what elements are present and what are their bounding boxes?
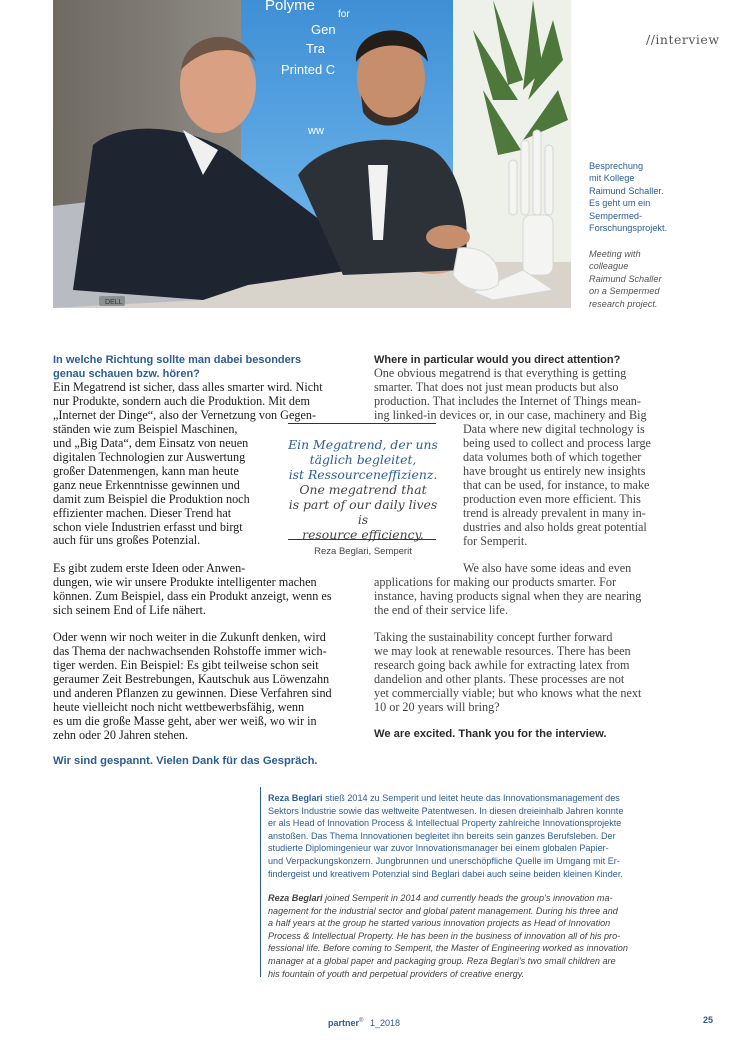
text-line: effizienter machen. Dieser Trend hat	[53, 505, 232, 520]
text-line: data volumes both of which together	[463, 449, 642, 464]
question-line: genau schauen bzw. hören?	[53, 368, 200, 380]
text-line: have brought us entirely new insights	[463, 463, 646, 478]
bio-line	[268, 792, 623, 805]
caption-line: colleague	[589, 261, 629, 272]
photo-caption-english	[589, 248, 689, 310]
pullquote-line: Ein Megatrend, der uns	[288, 437, 438, 452]
banner-line: for	[338, 9, 350, 20]
section-tag: //interview	[646, 32, 720, 47]
text-line: ganz neue Erkenntnisse gewinnen und	[53, 477, 240, 492]
caption-line: Meeting with	[589, 249, 641, 259]
text-line: nur Produkte, sondern auch die Produktion. Mit dem	[53, 393, 310, 408]
text-line: zehn oder 20 Jahren stehen.	[53, 727, 189, 742]
laptop-logo: DELL	[105, 299, 123, 306]
pullquote-bottom-rule	[288, 539, 436, 540]
question-line: In welche Richtung sollte man dabei besonders	[53, 354, 302, 366]
text-line: ing linked-in devices or, in our case, machinery and Big	[374, 407, 647, 422]
pullquote-line: täglich begleitet,	[309, 452, 417, 467]
text-line: instance, having products signal when they are nearing	[374, 588, 642, 603]
text-line: research going back awhile for extracting latex from	[374, 657, 630, 672]
text-line: yet commercially viable; but who knows what the next	[374, 685, 642, 700]
text-line: Taking the sustainability concept further forward	[374, 630, 613, 644]
banner-line: Gen	[311, 22, 336, 37]
bio-line: Process & Intellectual Property. He has been in the business of innovation all of his pro-	[268, 930, 621, 941]
bio-text: stieß 2014 zu Semperit und leitet heute das Innovationsmanagement des	[322, 793, 620, 803]
text-line: geraumer Zeit Bestrebungen, Kautschuk aus Löwenzahn	[53, 671, 330, 686]
bio-name: Reza Beglari	[268, 893, 323, 903]
bio-rule	[260, 787, 261, 977]
english-closing: We are excited. Thank you for the interview.	[374, 728, 607, 740]
text-line: production even more efficient. This	[463, 491, 641, 506]
text-line: dandelion and other plants. These processes are not	[374, 671, 625, 686]
bio-line: studierte Diplomingenieur war zuvor Innovationsmanager bei einem globalen Papier-	[268, 843, 609, 854]
text-line: the end of their service life.	[374, 602, 509, 617]
text-line: tiger werden. Ein Beispiel: Es gibt teilweise schon seit	[53, 657, 319, 672]
text-line: schon viele Industrien erfasst und birgt	[53, 519, 243, 534]
text-line: being used to collect and process large	[463, 435, 651, 450]
banner-line: Polyme	[265, 0, 316, 14]
pullquote-english	[282, 482, 444, 542]
interview-photo	[53, 0, 571, 308]
pullquote-line: is part of our daily lives is	[288, 497, 438, 527]
page-number: 25	[703, 1015, 714, 1025]
bio-text: joined Semperit in 2014 and currently heads the group’s innovation ma-	[322, 893, 613, 903]
footer-issue-number: 1_2018	[369, 1018, 400, 1028]
english-paragraph-1-top	[374, 367, 647, 423]
text-line: Oder wenn wir noch weiter in die Zukunft denken, wird	[53, 630, 326, 644]
german-question-1	[53, 353, 301, 381]
bio-line: anstoßen. Das Thema Innovationen begleitet ihn bereits sein ganzes Berufsleben. Der	[268, 830, 616, 841]
caption-line: mit Kollege	[589, 173, 635, 184]
pullquote-german	[282, 437, 444, 482]
bio-line: und Verpackungskonzern. Jungbrunnen und unerschöpfliche Quelle im Umgang mit Er-	[268, 855, 620, 866]
german-closing: Wir sind gespannt. Vielen Dank für das Gespräch.	[53, 755, 318, 767]
text-line: production. That includes the Internet of Things mean-	[374, 393, 641, 408]
text-line: es um die große Masse geht, aber wer weiß, wo wir in	[53, 713, 317, 728]
text-line: 10 or 20 years will bring?	[374, 699, 500, 714]
bio-name: Reza Beglari	[268, 793, 323, 803]
text-line: großer Datenmengen, kann man heute	[53, 463, 239, 478]
text-line: heute vielleicht noch nicht wettbewerbsfähig, wenn	[53, 699, 305, 714]
text-line: dustries and also holds great potential	[463, 519, 647, 534]
banner-line: Printed C	[281, 62, 336, 77]
caption-line: Es geht um ein	[589, 198, 651, 209]
text-line: Ein Megatrend ist sicher, dass alles smarter wird. Nicht	[53, 380, 323, 394]
caption-line: Forschungsprojekt.	[589, 223, 668, 234]
text-line: und anderen Pflanzen zu gewinnen. Diese Verfahren sind	[53, 685, 332, 700]
english-paragraph-1-bottom	[463, 423, 651, 549]
english-paragraph-2	[374, 576, 641, 618]
text-line: dungen, wie wir unsere Produkte intelligenter machen	[53, 574, 317, 589]
text-line: Data where new digital technology is	[463, 422, 645, 436]
text-line: for Semperit.	[463, 533, 528, 548]
text-line: Es gibt zudem erste Ideen oder Anwen-	[53, 561, 246, 575]
text-line: that can be used, for instance, to make	[463, 477, 650, 492]
text-line: digitalen Technologien zur Auswertung	[53, 449, 246, 464]
pullquote-line: ist Ressourceneffizienz.	[288, 467, 438, 482]
text-line: „Internet der Dinge“, also der Vernetzung von Gegen-	[53, 407, 317, 422]
text-line: sich seinem End of Life nähert.	[53, 602, 206, 617]
bio-line: a half years at the group he started various innovation projects as Head of Innovation	[268, 918, 611, 929]
english-paragraph-2-first	[463, 562, 631, 576]
german-paragraph-2	[53, 562, 332, 618]
bio-line: his fountain of youth and perpetual providers of creative energy.	[268, 968, 525, 979]
bio-line: er als Head of Innovation Process & Intellectual Property zahlreiche Innovationsprojekte	[268, 818, 622, 829]
pullquote-line: One megatrend that	[299, 482, 427, 497]
caption-line: Raimund Schaller.	[589, 185, 664, 196]
bio-line: manager at a global paper and packaging group. Reza Beglari’s two small children are	[268, 955, 616, 966]
caption-line: Besprechung	[589, 161, 644, 171]
pullquote-top-rule	[288, 423, 436, 424]
footer-issue	[328, 1018, 400, 1028]
text-line: We also have some ideas and even	[463, 561, 632, 575]
text-line: trend is already prevalent in many in-	[463, 505, 646, 520]
english-paragraph-3	[374, 631, 641, 715]
banner-line: ww	[308, 125, 324, 137]
text-line: auch für uns großes Potenzial.	[53, 533, 201, 548]
pullquote-citation: Reza Beglari, Semperit	[314, 546, 412, 557]
bio-line: nagement for the industrial sector and global patent management. During his three and	[268, 905, 618, 916]
bio-line: Sektors Industrie sowie das weltweite Patentwesen. In diesen dreieinhalb Jahren konnte	[268, 805, 624, 816]
text-line: smarter. That does not just mean products but also	[374, 379, 619, 394]
caption-line: on a Sempermed	[589, 286, 660, 297]
bio-line	[268, 892, 628, 905]
german-paragraph-3	[53, 631, 332, 743]
caption-line: Sempermed-	[589, 210, 643, 221]
bio-line: fessional life. Before coming to Semperit, the Master of Engineering worked as innovation	[268, 943, 628, 954]
footer-brand: partner	[328, 1018, 360, 1028]
bio-english	[268, 892, 628, 980]
text-line: damit zum Beispiel die Produktion noch	[53, 491, 250, 506]
banner-line: Tra	[306, 41, 326, 56]
pullquote-line: resource efficiency.	[302, 527, 424, 542]
text-line: ständen wie zum Beispiel Maschinen,	[53, 421, 238, 436]
footer-reg: ®	[359, 1018, 364, 1024]
photo-caption-german	[589, 160, 689, 234]
text-line: und „Big Data“, dem Einsatz von neuen	[53, 435, 249, 450]
text-line: das Thema der nachwachsenden Rohstoffe immer wich-	[53, 643, 327, 658]
interview-photo-illustration	[53, 0, 571, 308]
text-line: we may look at renewable resources. There has been	[374, 643, 631, 658]
caption-line: research project.	[589, 298, 658, 309]
caption-line: Raimund Schaller	[589, 273, 662, 284]
bio-line: findergeist und kreativem Potenzial sind Beglari dabei auch seine beiden kleinen Kinder.	[268, 868, 623, 879]
text-line: applications for making our products smarter. For	[374, 575, 617, 589]
bio-german	[268, 792, 623, 880]
text-line: können. Zum Beispiel, dass ein Produkt anzeigt, wenn es	[53, 588, 332, 603]
text-line: One obvious megatrend is that everything is getting	[374, 366, 627, 380]
english-question-1: Where in particular would you direct attention?	[374, 354, 621, 366]
